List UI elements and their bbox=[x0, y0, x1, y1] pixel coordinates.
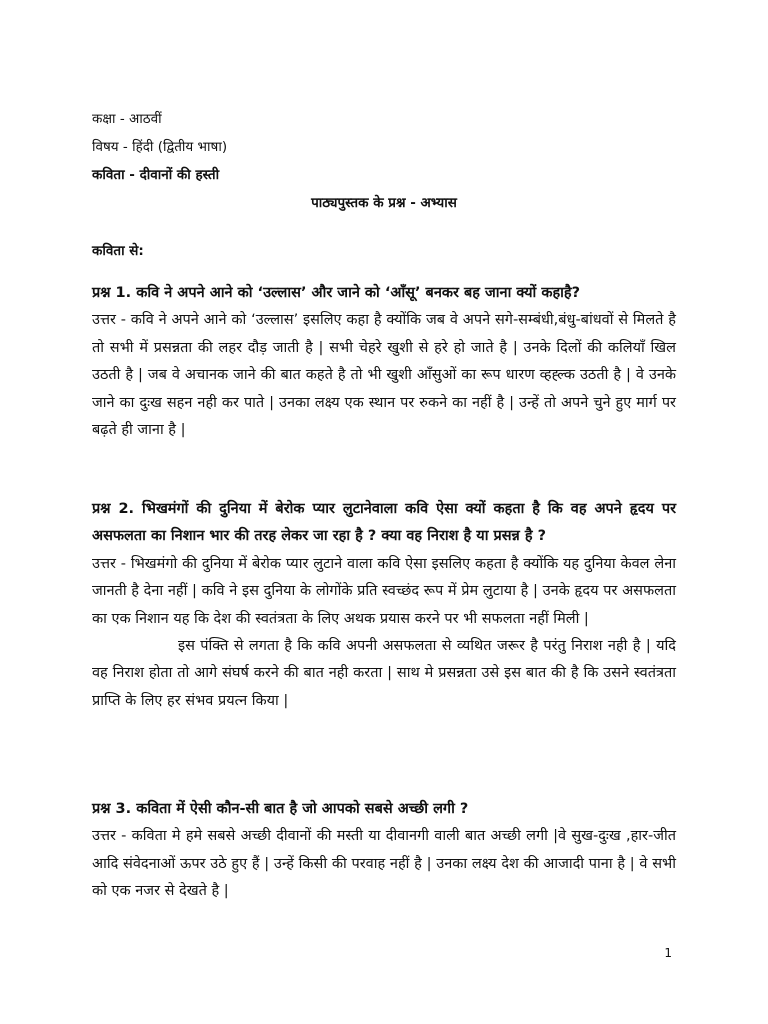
question-3: प्रश्न 3. कविता में ऐसी कौन-सी बात है जो आपको सबसे अच्छी लगी ? bbox=[92, 801, 469, 817]
qa-block-2 bbox=[92, 496, 676, 715]
question-2: प्रश्न 2. भिखमंगों की दुनिया में बेरोक प्यार लुटानेवाला कवि ऐसा क्यों कहता है कि वह अपने हृदय पर असफलता का निशान भार की तरह लेकर जा रहा है ? क्या वह निराश है या प्रसन्न है ? bbox=[92, 501, 676, 545]
answer-2: उत्तर - भिखमंगो की दुनिया में बेरोक प्यार लुटाने वाला कवि ऐसा इसलिए कहता है क्योंकि यह दुनिया केवल लेना जानती है देना नहीं | कवि ने इस दुनिया के लोगोंके प्रति स्वच्छंद रूप में प्रेम लुटाया है | उनके हृदय पर असफलता का एक निशान यह कि देश की स्वतंत्रता के लिए अथक प्रयास करने पर भी सफलता नहीं मिली | bbox=[92, 555, 676, 627]
class-line: कक्षा - आठवीं bbox=[92, 111, 162, 127]
answer-1: उत्तर - कवि ने अपने आने को ‘उल्लास’ इसलिए कहा है क्योंकि जब वे अपने सगे-सम्बंधी,बंधु-बांधवों से मिलते है तो सभी में प्रसन्नता की लहर दौड़ जाती है | सभी चेहरे खुशी से हरे हो जाते है | उनके दिलों की कलियाँ खिल उठती है | जब वे अचानक जाने की बात कहते है तो भी खुशी आँसुओं का रूप धारण व्हह्ल्क उठती है | वे उनके जाने का दुःख सहन नही कर पाते | उनका लक्ष्य एक स्थान पर रुकने का नहीं है | उन्हें तो अपने चुने हुए मार्ग पर बढ़ते ही जाना है | bbox=[92, 312, 676, 439]
page-title: पाठ्यपुस्तक के प्रश्न - अभ्यास bbox=[311, 195, 457, 211]
qa-block-1 bbox=[92, 280, 676, 444]
answer-2-extra: इस पंक्ति से लगता है कि कवि अपनी असफलता से व्यथित जरूर है परंतु निराश नही है | यदि वह निराश होता तो आगे संघर्ष करने की बात नही करता | साथ मे प्रसन्नता उसे इस बात की है कि उसने स्वतंत्रता प्राप्ति के लिए हर संभव प्रयत्न किया | bbox=[92, 638, 676, 709]
question-1: प्रश्न 1. कवि ने अपने आने को ‘उल्लास’ और जाने को ‘आँसू’ बनकर बह जाना क्यों कहाहै? bbox=[92, 285, 581, 301]
page-number: 1 bbox=[664, 946, 672, 960]
subject-line: विषय - हिंदी (द्वितीय भाषा) bbox=[92, 139, 228, 155]
section-heading: कविता से: bbox=[92, 243, 144, 259]
answer-3: उत्तर - कविता मे हमे सबसे अच्छी दीवानों की मस्ती या दीवानगी वाली बात अच्छी लगी |वे सुख-दुःख ,हार-जीत आदि संवेदनाओं ऊपर उठे हुए हैं | उन्हें किसी की परवाह नहीं है | उनका लक्ष्य देश की आजादी पाना है | वे सभी को एक नजर से देखते है | bbox=[92, 828, 676, 900]
qa-block-3 bbox=[92, 796, 676, 906]
poem-line: कविता - दीवानों की हस्ती bbox=[92, 167, 220, 183]
